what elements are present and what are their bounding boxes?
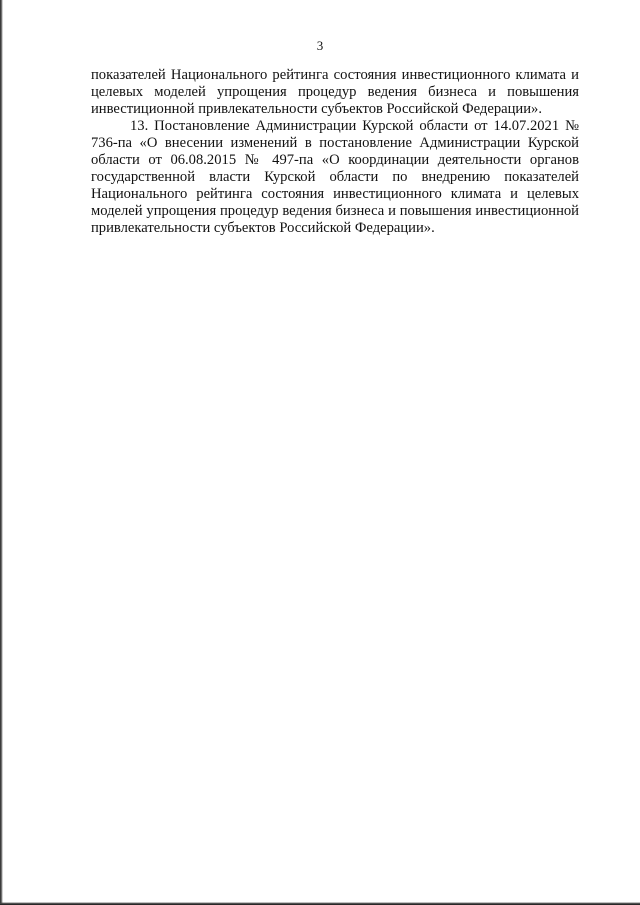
page-number: 3: [316, 38, 324, 53]
paragraph-item-13: 13. Постановление Администрации Курской области от 14.07.2021 № 736-па «О внесении изменений в постановление Администрации Курской области от 06.08.2015 № 497-па «О координации деятельности органов государственной власти Курской области по внедрению показателей Национального рейтинга состояния инвестиционного климата и целевых моделей упрощения процедур ведения бизнеса и повышения инвестиционной привлекательности субъектов Российской Федерации».: [91, 118, 579, 236]
paragraph-continuation: показателей Национального рейтинга состояния инвестиционного климата и целевых моделей упрощения процедур ведения бизнеса и повышения инвестиционной привлекательности субъектов Российской Федерации».: [91, 67, 579, 117]
scan-edge-left: [0, 0, 3, 905]
document-body: [91, 67, 579, 237]
